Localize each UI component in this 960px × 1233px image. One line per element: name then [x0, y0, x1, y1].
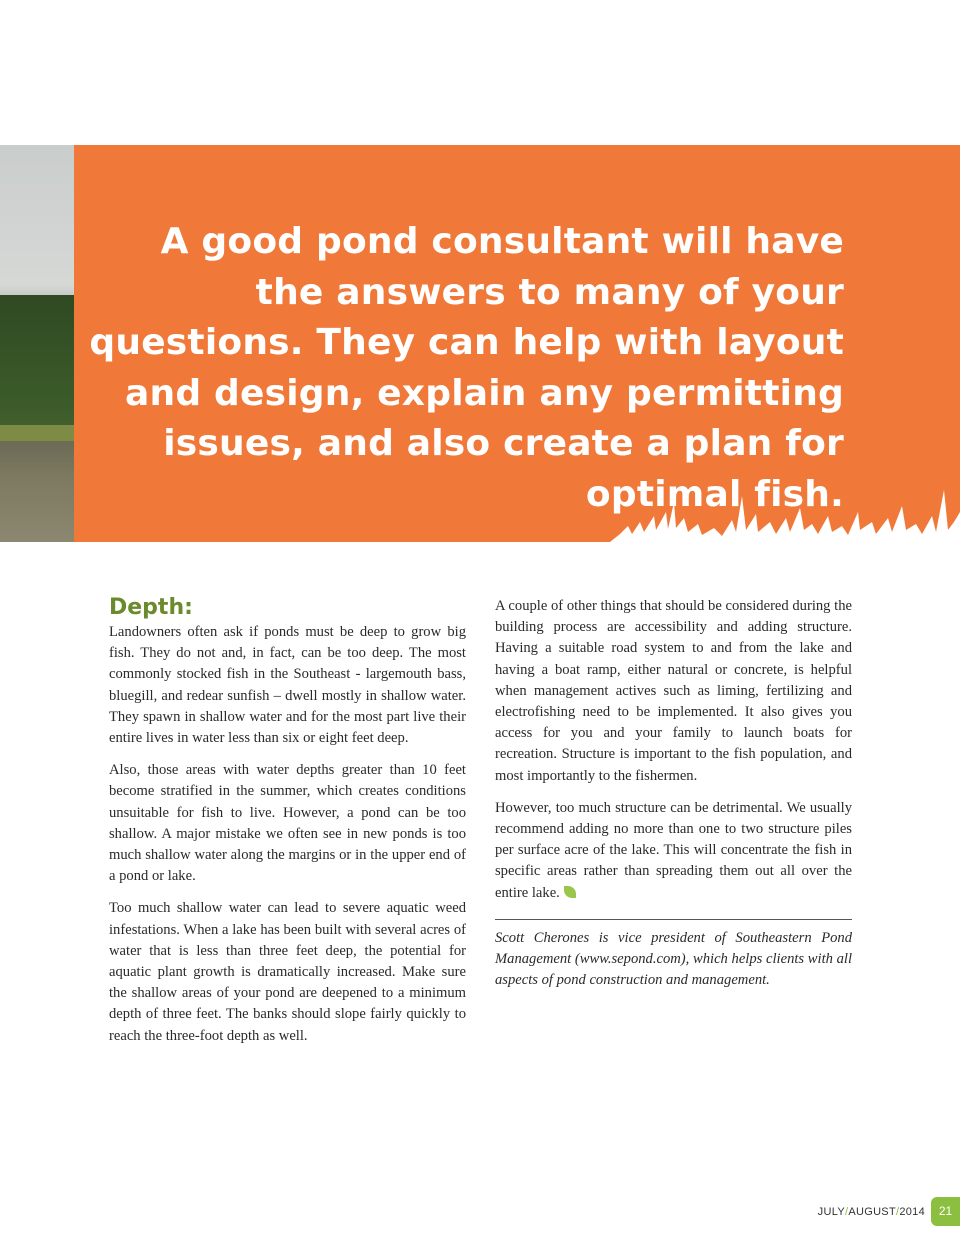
paragraph: Too much shallow water can lead to severe aquatic weed infestations. When a lake has been built with several acres of water that is less than three feet deep, the potential for aquatic plant growth is dramatically increased. Make sure the shallow areas of your pond are deepened to a minimum depth of three feet. The banks should slope fairly quickly to reach the three-foot depth as well. — [109, 900, 466, 1044]
pull-quote: A good pond consultant will have the answers to many of your questions. They can help with layout and design, explain any permitting issues, and also create a plan for optimal fish. — [89, 221, 844, 515]
issue-month-2: AUGUST — [848, 1206, 896, 1218]
leaf-icon — [564, 886, 576, 898]
author-bio: Scott Cherones is vice president of Southeastern Pond Management (www.sepond.com), which helps clients with all aspects of pond construction and management. — [495, 929, 852, 989]
slash-separator: / — [844, 1206, 849, 1218]
paragraph-end — [495, 798, 852, 904]
slash-separator: / — [895, 1206, 900, 1218]
section-heading: Depth: — [109, 595, 193, 620]
pull-quote-panel — [74, 145, 960, 542]
photo-water — [0, 441, 74, 542]
issue-year: 2014 — [899, 1206, 925, 1218]
photo-shore — [0, 425, 74, 441]
grass-silhouette — [610, 482, 960, 542]
right-column — [495, 596, 852, 1002]
paragraph: Landowners often ask if ponds must be deep to grow big fish. They do not and, in fact, can be too deep. The most commonly stocked fish in the Southeast - largemouth bass, bluegill, and redear sunfish – dwell mostly in shallow water. They spawn in shallow water and for the most part live their entire lives in water less than six or eight feet deep. — [109, 624, 466, 747]
left-column — [109, 594, 466, 1058]
pond-photo-strip — [0, 145, 74, 542]
paragraph: Also, those areas with water depths greater than 10 feet become stratified in the summer, which creates conditions unsuitable for fish to live. However, a pond can be too shallow. A major mistake we often see in new ponds is too much shallow water along the margins or in the upper end of a pond or lake. — [109, 762, 466, 885]
paragraph-text: However, too much structure can be detrimental. We usually recommend adding no more than one to two structure piles per surface acre of the lake. This will concentrate the fish in specific areas rather than spreading them out all over the entire lake. — [495, 799, 852, 901]
bio-divider — [495, 919, 852, 920]
issue-month-1: JULY — [817, 1206, 845, 1218]
issue-date — [818, 1206, 925, 1218]
paragraph: A couple of other things that should be considered during the building process are accessibility and adding structure. Having a suitable road system to and from the lake and having a boat ramp, either natural or concrete, is helpful when management actives such as liming, fertilizing and electrofishing need to be implemented. It also gives you access for you and your family to launch boats for recreation. Structure is important to the fish population, and most importantly to the fishermen. — [495, 598, 852, 784]
page-number: 21 — [931, 1197, 960, 1226]
